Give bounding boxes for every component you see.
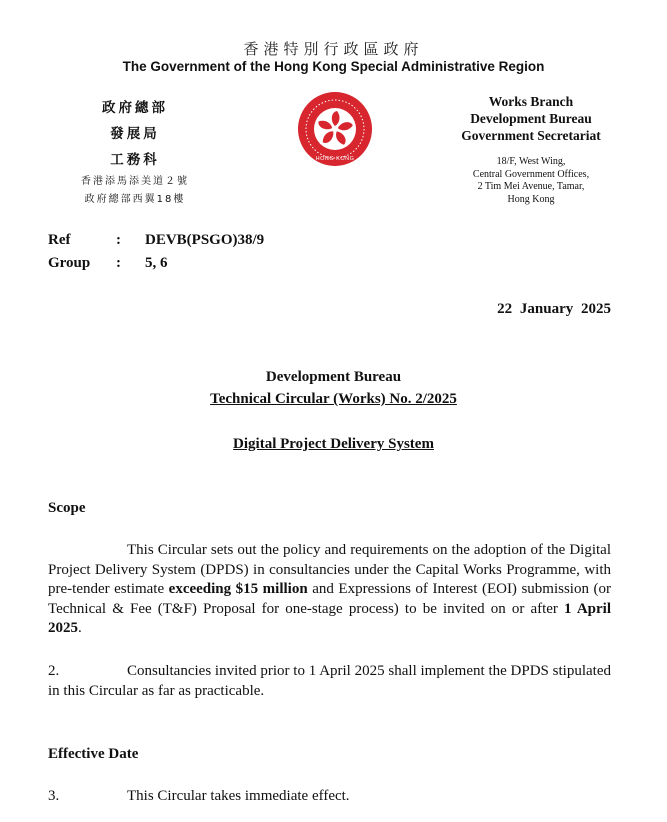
p1-highlight-amount: exceeding $15 million bbox=[168, 581, 308, 597]
cn-address-line-2: 政府總部西翼18樓 bbox=[84, 194, 186, 205]
cn-dept-line-1: 政府總部 bbox=[102, 100, 168, 116]
en-dept-line-3: Government Secretariat bbox=[461, 128, 601, 143]
en-address-line-4: Hong Kong bbox=[507, 193, 555, 205]
en-dept-line-1: Works Branch bbox=[488, 94, 574, 109]
paragraph-2 bbox=[48, 662, 611, 701]
circular-date: 22 January 2025 bbox=[497, 301, 611, 317]
paragraph-1 bbox=[48, 541, 611, 639]
cn-address-line-1: 香港添馬添美道２號 bbox=[81, 176, 189, 187]
cn-dept-line-2: 發展局 bbox=[110, 126, 160, 142]
p1-text-c: and Expressions of Interest (EOI) submission (or Technical & Fee (T&F) Proposal for one-stage process) to be invited on or after bbox=[48, 581, 611, 617]
p1-text-a: This Circular sets out the policy and requirements on the adoption of the Digital Project Delivery System (DPDS) in consultancies under the Capital Works Programme, with pre-tender estimate bbox=[48, 542, 611, 597]
en-address-line-3: 2 Tim Mei Avenue, Tamar, bbox=[477, 181, 585, 192]
group-label: Group bbox=[48, 255, 91, 271]
p1-highlight-date: 1 April 2025 bbox=[48, 600, 611, 636]
ref-separator: : bbox=[116, 232, 121, 248]
group-value: 5, 6 bbox=[145, 255, 168, 271]
p3-number: 3. bbox=[48, 788, 60, 804]
cn-dept-line-3: 工務科 bbox=[110, 152, 160, 168]
circular-number-wrap bbox=[0, 391, 667, 408]
p3-text: This Circular takes immediate effect. bbox=[127, 788, 350, 804]
paragraph-3 bbox=[48, 787, 611, 807]
circular-subject: Digital Project Delivery System bbox=[233, 436, 434, 452]
en-address-line-1: 18/F, West Wing, bbox=[496, 156, 566, 167]
en-dept-line-2: Development Bureau bbox=[470, 111, 592, 126]
hksar-emblem bbox=[296, 90, 374, 168]
emblem-text: HONG KONG bbox=[315, 156, 355, 162]
circular-subject-wrap bbox=[0, 436, 667, 453]
ref-value: DEVB(PSGO)38/9 bbox=[145, 232, 265, 248]
group-line bbox=[48, 255, 168, 272]
p2-text: Consultancies invited prior to 1 April 2025 shall implement the DPDS stipulated in this Circular as far as practicable. bbox=[48, 663, 611, 699]
circular-number: Technical Circular (Works) No. 2/2025 bbox=[210, 391, 457, 407]
p2-number: 2. bbox=[48, 663, 60, 679]
chinese-government-title: 香港特別行政區政府 bbox=[243, 40, 424, 58]
scope-heading: Scope bbox=[48, 500, 86, 516]
circular-issuer: Development Bureau bbox=[265, 369, 402, 385]
group-separator: : bbox=[116, 255, 121, 271]
en-address-line-2: Central Government Offices, bbox=[472, 168, 590, 180]
ref-line bbox=[48, 232, 264, 249]
p1-text-e: . bbox=[78, 620, 82, 636]
effective-date-heading: Effective Date bbox=[48, 746, 139, 762]
english-government-title: The Government of the Hong Kong Special Administrative Region bbox=[122, 59, 545, 74]
ref-label: Ref bbox=[48, 232, 71, 248]
